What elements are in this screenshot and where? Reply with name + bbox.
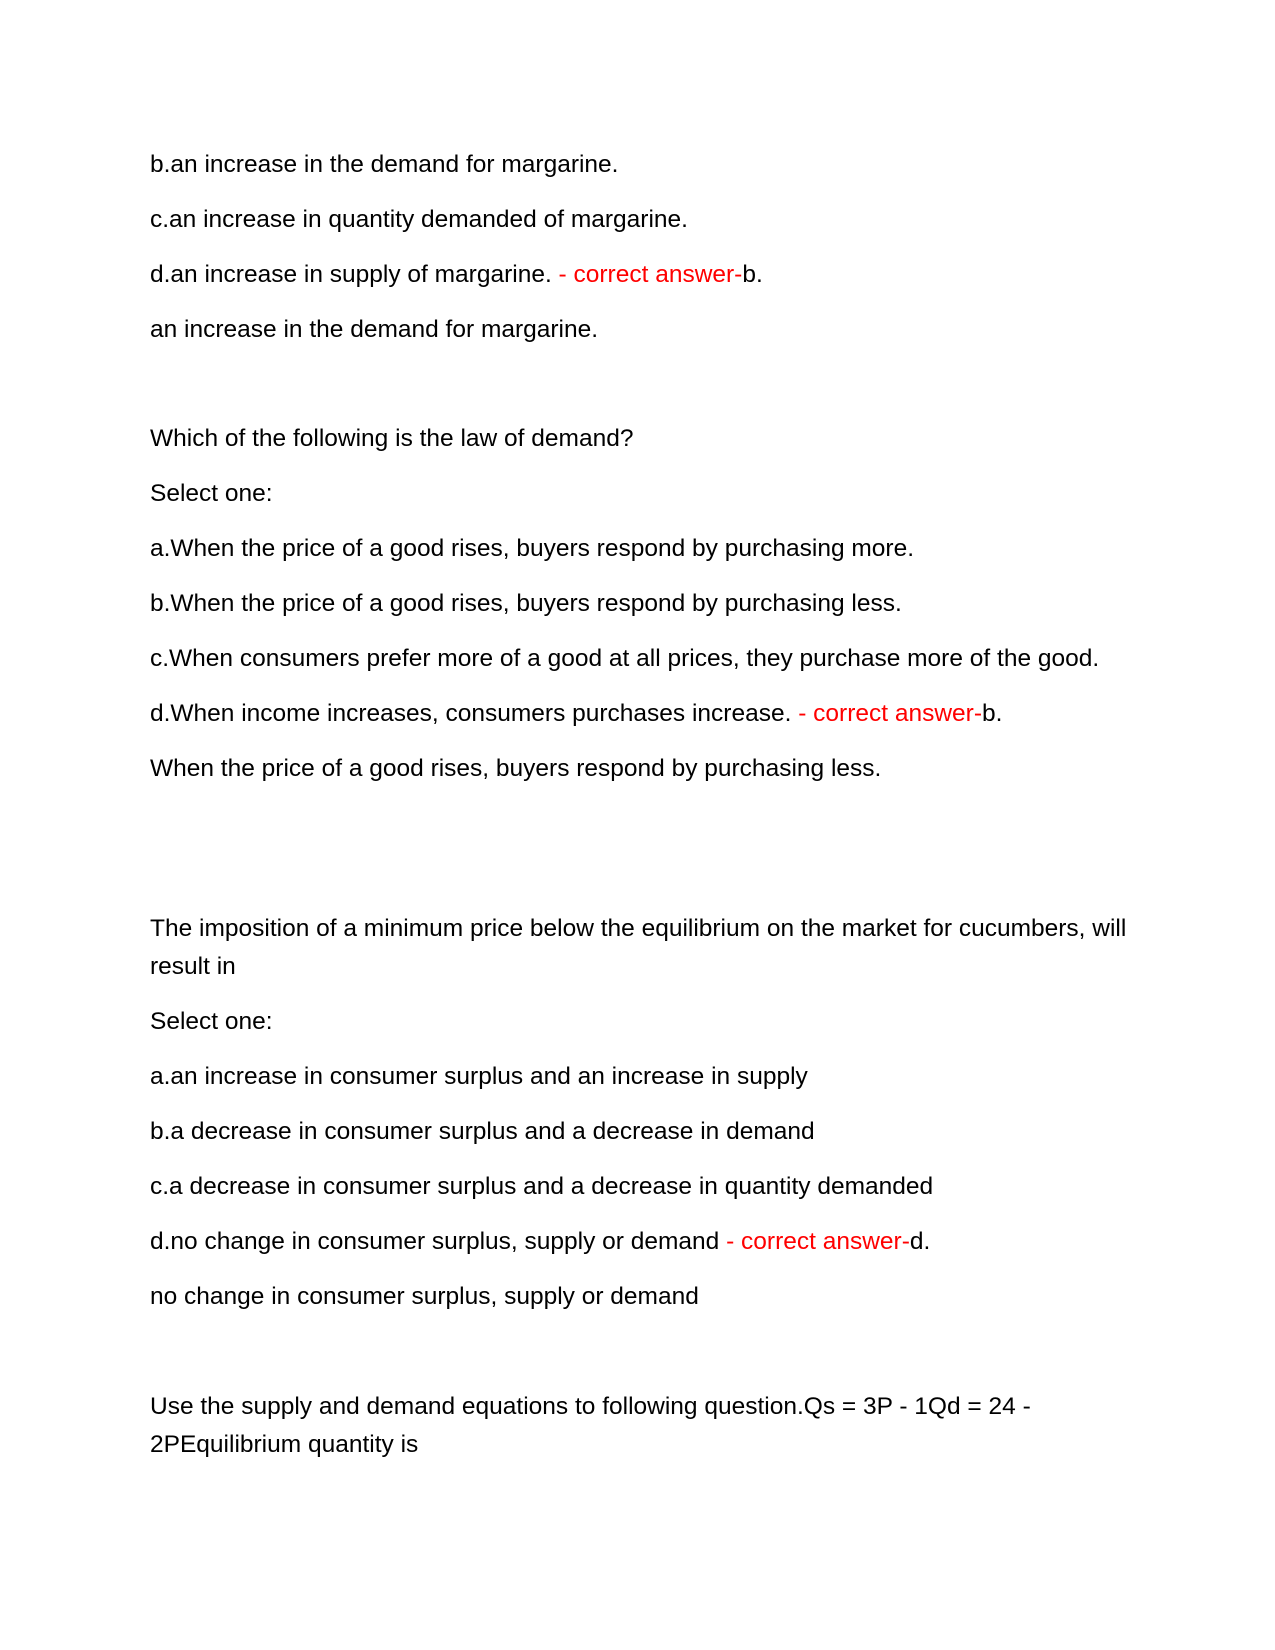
option <box>150 1223 1130 1261</box>
select-one-label: Select one: <box>150 1008 273 1035</box>
option: b.When the price of a good rises, buyers respond by purchasing less. <box>150 590 902 617</box>
select-one-label: Select one: <box>150 480 273 507</box>
answer-explanation: an increase in the demand for margarine. <box>150 316 599 343</box>
answer-letter: b. <box>981 700 1003 727</box>
option-text: d.When income increases, consumers purchases increase. <box>150 700 792 727</box>
option: b.an increase in the demand for margarine. <box>150 151 619 178</box>
option: b.a decrease in consumer surplus and a decrease in demand <box>150 1118 815 1145</box>
option: a.an increase in consumer surplus and an increase in supply <box>150 1063 808 1090</box>
question-text: Use the supply and demand equations to following question.Qs = 3P - 1Qd = 24 - 2PEquilibrium quantity is <box>150 1393 1031 1458</box>
option <box>150 256 1130 294</box>
option <box>150 695 1130 733</box>
question-block-1 <box>150 420 1130 805</box>
option: c.a decrease in consumer surplus and a decrease in quantity demanded <box>150 1173 934 1200</box>
question-text: The imposition of a minimum price below the equilibrium on the market for cucumbers, will result in <box>150 915 1127 980</box>
option: a.When the price of a good rises, buyers respond by purchasing more. <box>150 535 914 562</box>
option: c.When consumers prefer more of a good at all prices, they purchase more of the good. <box>150 645 1100 672</box>
answer-explanation: no change in consumer surplus, supply or demand <box>150 1283 699 1310</box>
answer-letter: b. <box>742 261 763 288</box>
correct-answer-marker: - correct answer- <box>719 1228 910 1255</box>
correct-answer-marker: - correct answer- <box>551 261 743 288</box>
question-block-0 <box>150 146 1130 366</box>
correct-answer-marker: - correct answer- <box>791 700 982 727</box>
option-text: d.an increase in supply of margarine. <box>150 261 552 288</box>
answer-explanation: When the price of a good rises, buyers respond by purchasing less. <box>150 755 882 782</box>
question-block-2 <box>150 910 1130 1333</box>
option-text: d.no change in consumer surplus, supply or demand <box>150 1228 720 1255</box>
option: c.an increase in quantity demanded of margarine. <box>150 206 688 233</box>
question-text: Which of the following is the law of demand? <box>150 425 634 452</box>
question-block-3 <box>150 1388 1130 1481</box>
answer-letter: d. <box>909 1228 931 1255</box>
